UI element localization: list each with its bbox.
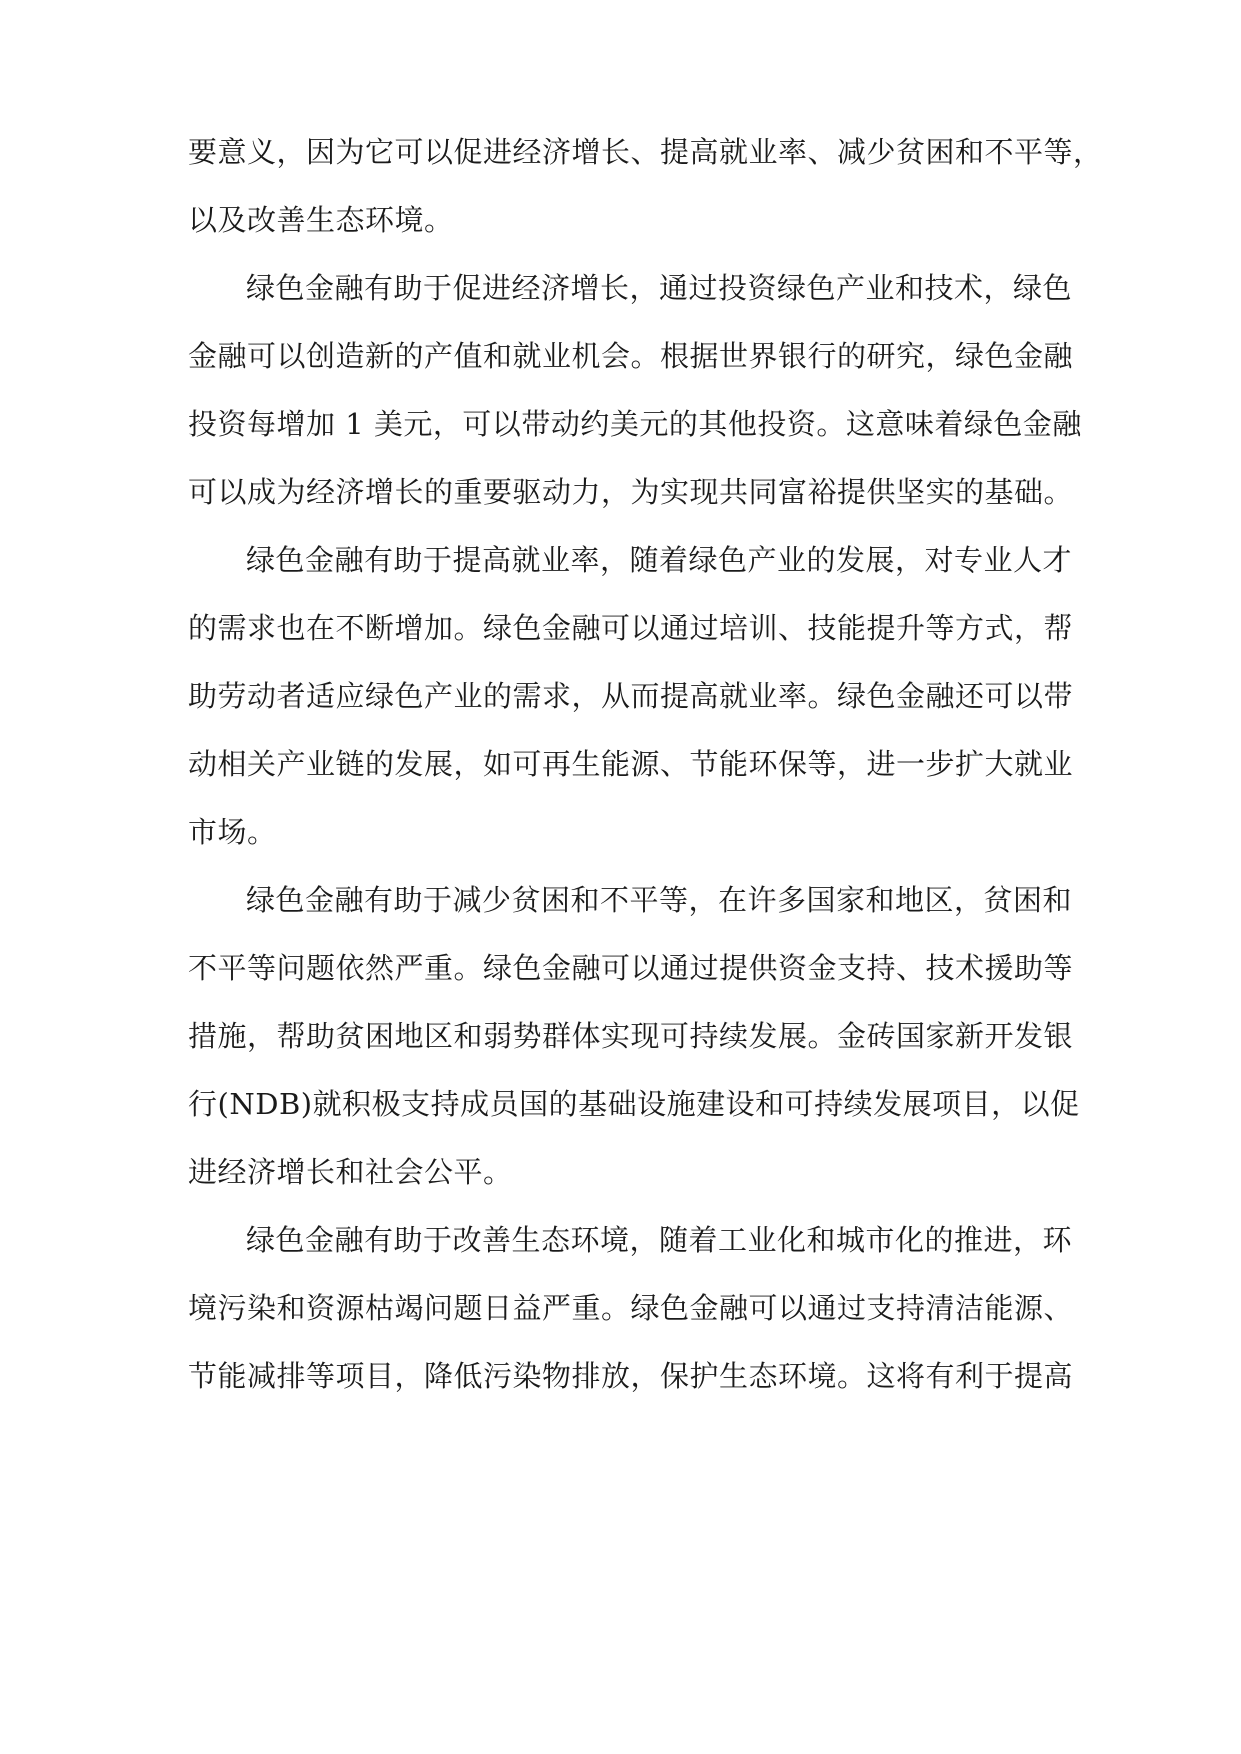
text-line: 投资每增加 1 美元，可以带动约美元的其他投资。这意味着绿色金融 — [188, 407, 1082, 441]
text-line: 的需求也在不断增加。绿色金融可以通过培训、技能提升等方式，帮 — [188, 611, 1074, 645]
text-line: 不平等问题依然严重。绿色金融可以通过提供资金支持、技术援助等 — [188, 951, 1074, 985]
text-line: 金融可以创造新的产值和就业机会。根据世界银行的研究，绿色金融 — [188, 339, 1074, 373]
text-line: 以及改善生态环境。 — [188, 203, 454, 237]
paragraph-first-line: 绿色金融有助于促进经济增长，通过投资绿色产业和技术，绿色 — [246, 271, 1073, 305]
text-line: 进经济增长和社会公平。 — [188, 1155, 513, 1189]
text-line: 要意义，因为它可以促进经济增长、提高就业率、减少贫困和不平等， — [188, 135, 1103, 169]
paragraph-first-line: 绿色金融有助于提高就业率，随着绿色产业的发展，对专业人才 — [246, 543, 1073, 577]
text-line: 可以成为经济增长的重要驱动力，为实现共同富裕提供坚实的基础。 — [188, 475, 1074, 509]
text-line: 市场。 — [188, 815, 277, 849]
text-line: 节能减排等项目，降低污染物排放，保护生态环境。这将有利于提高 — [188, 1359, 1074, 1393]
text-line: 措施，帮助贫困地区和弱势群体实现可持续发展。金砖国家新开发银 — [188, 1019, 1074, 1053]
text-line: 境污染和资源枯竭问题日益严重。绿色金融可以通过支持清洁能源、 — [188, 1291, 1074, 1325]
paragraph-first-line: 绿色金融有助于改善生态环境，随着工业化和城市化的推进，环 — [246, 1223, 1073, 1257]
paragraph-first-line: 绿色金融有助于减少贫困和不平等，在许多国家和地区，贫困和 — [246, 883, 1073, 917]
text-line: 行(NDB)就积极支持成员国的基础设施建设和可持续发展项目，以促 — [188, 1087, 1080, 1121]
text-line: 动相关产业链的发展，如可再生能源、节能环保等，进一步扩大就业 — [188, 747, 1074, 781]
text-line: 助劳动者适应绿色产业的需求，从而提高就业率。绿色金融还可以带 — [188, 679, 1074, 713]
